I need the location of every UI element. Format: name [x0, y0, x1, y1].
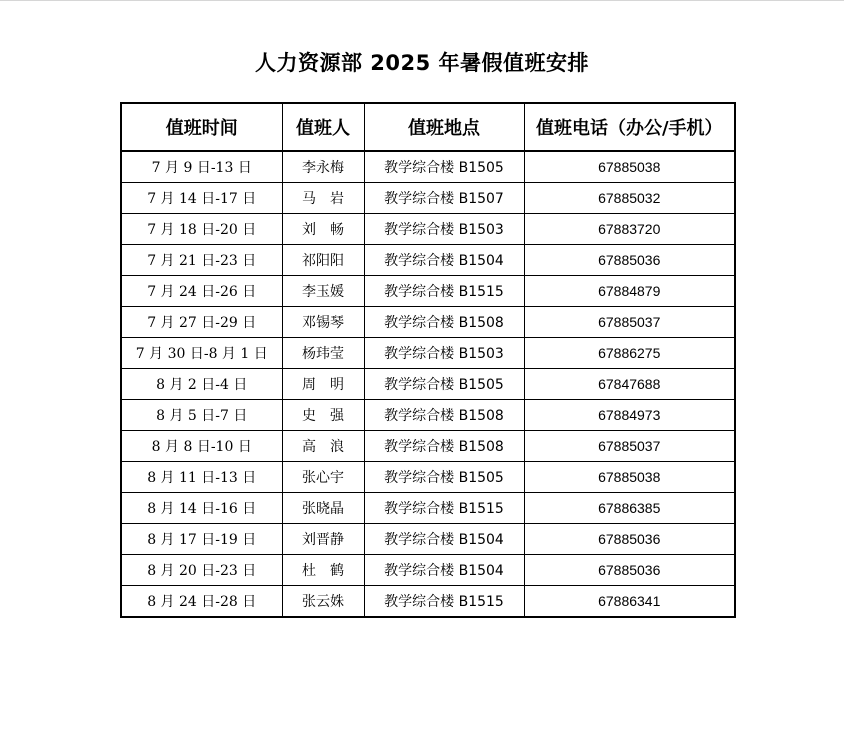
cell-duty-phone: 67884973 — [524, 400, 735, 431]
cell-duty-time: 8 月 2 日-4 日 — [121, 369, 282, 400]
cell-duty-location: 教学综合楼 B1515 — [364, 276, 524, 307]
header-duty-location: 值班地点 — [364, 103, 524, 151]
table-row — [121, 276, 735, 307]
cell-duty-person: 张云姝 — [282, 586, 364, 618]
cell-duty-person: 马 岩 — [282, 183, 364, 214]
cell-duty-time: 7 月 21 日-23 日 — [121, 245, 282, 276]
cell-duty-location: 教学综合楼 B1507 — [364, 183, 524, 214]
table-row — [121, 586, 735, 618]
table-row — [121, 431, 735, 462]
cell-duty-location: 教学综合楼 B1508 — [364, 307, 524, 338]
table-row — [121, 183, 735, 214]
cell-duty-time: 7 月 18 日-20 日 — [121, 214, 282, 245]
table-row — [121, 245, 735, 276]
cell-duty-location: 教学综合楼 B1503 — [364, 214, 524, 245]
cell-duty-person: 高 浪 — [282, 431, 364, 462]
cell-duty-time: 8 月 14 日-16 日 — [121, 493, 282, 524]
cell-duty-phone: 67885032 — [524, 183, 735, 214]
cell-duty-location: 教学综合楼 B1515 — [364, 586, 524, 618]
cell-duty-location: 教学综合楼 B1504 — [364, 245, 524, 276]
cell-duty-time: 7 月 9 日-13 日 — [121, 151, 282, 183]
cell-duty-time: 8 月 5 日-7 日 — [121, 400, 282, 431]
cell-duty-person: 祁阳阳 — [282, 245, 364, 276]
cell-duty-time: 8 月 24 日-28 日 — [121, 586, 282, 618]
page-top-divider — [0, 0, 844, 1]
cell-duty-person: 张心宇 — [282, 462, 364, 493]
cell-duty-phone: 67885038 — [524, 151, 735, 183]
cell-duty-person: 杜 鹤 — [282, 555, 364, 586]
cell-duty-time: 8 月 20 日-23 日 — [121, 555, 282, 586]
cell-duty-person: 刘晋静 — [282, 524, 364, 555]
table-row — [121, 555, 735, 586]
table-row — [121, 400, 735, 431]
cell-duty-person: 李永梅 — [282, 151, 364, 183]
table-header-row — [121, 103, 735, 151]
table-row — [121, 151, 735, 183]
cell-duty-phone: 67885036 — [524, 524, 735, 555]
cell-duty-person: 李玉媛 — [282, 276, 364, 307]
table-row — [121, 214, 735, 245]
cell-duty-person: 史 强 — [282, 400, 364, 431]
cell-duty-phone: 67885036 — [524, 555, 735, 586]
cell-duty-phone: 67885038 — [524, 462, 735, 493]
cell-duty-phone: 67885036 — [524, 245, 735, 276]
cell-duty-phone: 67884879 — [524, 276, 735, 307]
cell-duty-person: 周 明 — [282, 369, 364, 400]
cell-duty-time: 8 月 17 日-19 日 — [121, 524, 282, 555]
cell-duty-person: 张晓晶 — [282, 493, 364, 524]
cell-duty-location: 教学综合楼 B1515 — [364, 493, 524, 524]
cell-duty-location: 教学综合楼 B1505 — [364, 369, 524, 400]
cell-duty-location: 教学综合楼 B1504 — [364, 524, 524, 555]
table-body — [121, 151, 735, 617]
document-title: 人力资源部 2025 年暑假值班安排 — [254, 51, 590, 75]
cell-duty-phone: 67885037 — [524, 431, 735, 462]
cell-duty-location: 教学综合楼 B1504 — [364, 555, 524, 586]
header-duty-phone: 值班电话（办公/手机） — [524, 103, 735, 151]
cell-duty-time: 8 月 8 日-10 日 — [121, 431, 282, 462]
cell-duty-location: 教学综合楼 B1505 — [364, 151, 524, 183]
cell-duty-time: 7 月 27 日-29 日 — [121, 307, 282, 338]
cell-duty-time: 7 月 14 日-17 日 — [121, 183, 282, 214]
cell-duty-phone: 67883720 — [524, 214, 735, 245]
cell-duty-location: 教学综合楼 B1503 — [364, 338, 524, 369]
cell-duty-person: 邓锡琴 — [282, 307, 364, 338]
table-row — [121, 493, 735, 524]
cell-duty-phone: 67847688 — [524, 369, 735, 400]
cell-duty-person: 刘 畅 — [282, 214, 364, 245]
table-row — [121, 369, 735, 400]
cell-duty-phone: 67885037 — [524, 307, 735, 338]
cell-duty-time: 8 月 11 日-13 日 — [121, 462, 282, 493]
cell-duty-time: 7 月 30 日-8 月 1 日 — [121, 338, 282, 369]
header-duty-time: 值班时间 — [121, 103, 282, 151]
table-row — [121, 462, 735, 493]
cell-duty-location: 教学综合楼 B1505 — [364, 462, 524, 493]
cell-duty-person: 杨玮莹 — [282, 338, 364, 369]
header-duty-person: 值班人 — [282, 103, 364, 151]
table-row — [121, 524, 735, 555]
cell-duty-phone: 67886385 — [524, 493, 735, 524]
cell-duty-location: 教学综合楼 B1508 — [364, 431, 524, 462]
table-row — [121, 307, 735, 338]
cell-duty-time: 7 月 24 日-26 日 — [121, 276, 282, 307]
cell-duty-location: 教学综合楼 B1508 — [364, 400, 524, 431]
cell-duty-phone: 67886275 — [524, 338, 735, 369]
table-row — [121, 338, 735, 369]
cell-duty-phone: 67886341 — [524, 586, 735, 618]
duty-schedule-table — [120, 102, 736, 618]
